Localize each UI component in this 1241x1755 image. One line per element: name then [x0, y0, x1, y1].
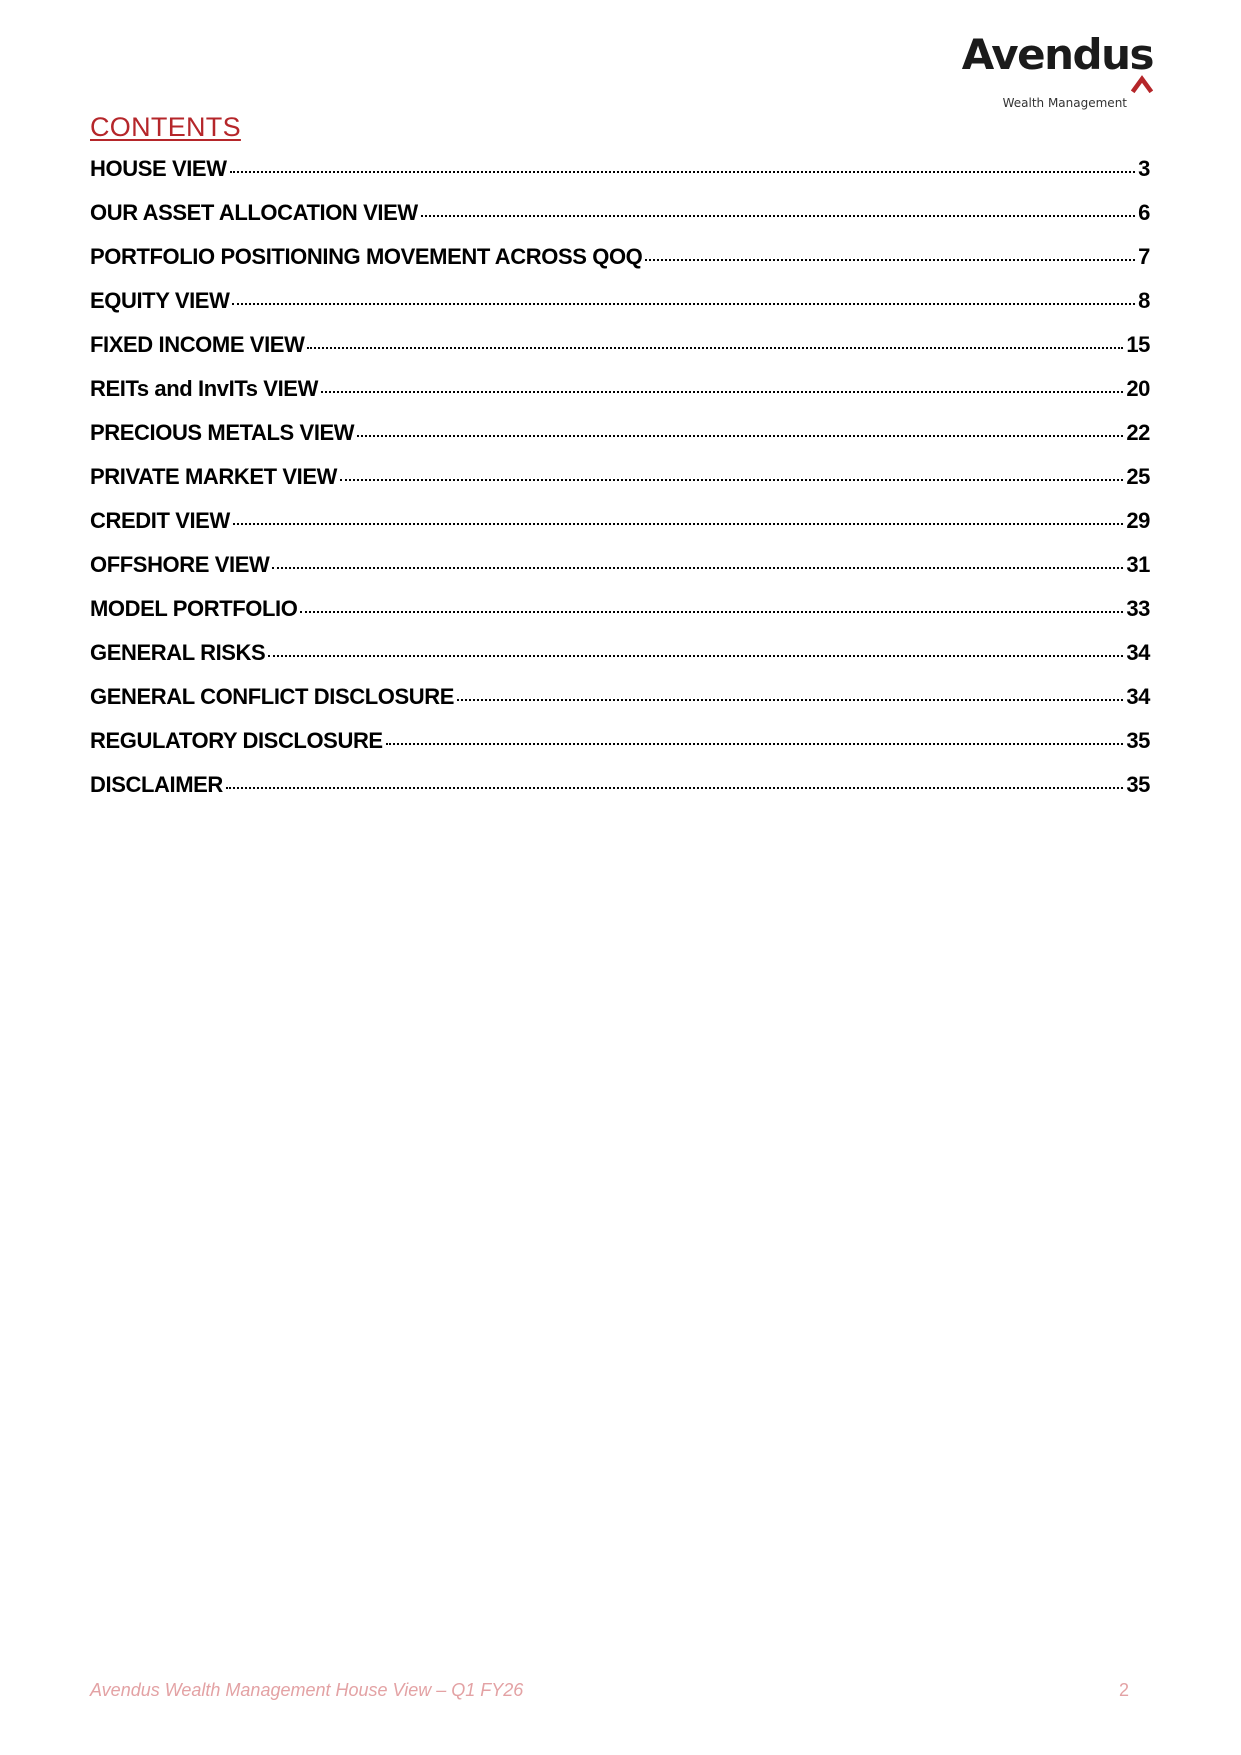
- toc-entry-page[interactable]: 15: [1126, 332, 1150, 357]
- toc-entry[interactable]: [90, 640, 1150, 684]
- toc-dot-leader: [645, 259, 1135, 261]
- toc-entry-page[interactable]: 34: [1126, 640, 1150, 665]
- toc-entry[interactable]: [90, 508, 1150, 552]
- toc-entry[interactable]: [90, 156, 1150, 200]
- toc-entry-page[interactable]: 25: [1126, 464, 1150, 489]
- toc-entry-page[interactable]: 31: [1126, 552, 1150, 577]
- toc-entry[interactable]: [90, 552, 1150, 596]
- toc-entry-title[interactable]: PRECIOUS METALS VIEW: [90, 420, 355, 445]
- toc-dot-leader: [226, 787, 1123, 789]
- toc-entry-title[interactable]: OUR ASSET ALLOCATION VIEW: [90, 200, 418, 225]
- toc-entry[interactable]: [90, 288, 1150, 332]
- avendus-logo: [953, 30, 1153, 110]
- toc-entry-title[interactable]: PRIVATE MARKET VIEW: [90, 464, 338, 489]
- toc-entry-page[interactable]: 34: [1126, 684, 1150, 709]
- table-of-contents: [90, 156, 1150, 816]
- toc-entry-title[interactable]: PORTFOLIO POSITIONING MOVEMENT ACROSS QOQ: [90, 244, 643, 269]
- toc-dot-leader: [233, 523, 1124, 525]
- toc-entry-page[interactable]: 20: [1126, 376, 1150, 401]
- toc-entry-page[interactable]: 35: [1126, 728, 1150, 753]
- toc-entry-title[interactable]: REITs and InvITs VIEW: [90, 376, 318, 401]
- toc-dot-leader: [340, 479, 1123, 481]
- toc-entry-title[interactable]: CREDIT VIEW: [90, 508, 230, 533]
- toc-entry[interactable]: [90, 244, 1150, 288]
- toc-entry-page[interactable]: 8: [1138, 288, 1150, 313]
- toc-dot-leader: [457, 699, 1123, 701]
- toc-entry-title[interactable]: HOUSE VIEW: [90, 156, 227, 181]
- toc-entry-title[interactable]: DISCLAIMER: [90, 772, 223, 797]
- toc-entry-title[interactable]: MODEL PORTFOLIO: [90, 596, 298, 621]
- toc-dot-leader: [268, 655, 1123, 657]
- toc-entry-page[interactable]: 33: [1126, 596, 1150, 621]
- toc-entry[interactable]: [90, 420, 1150, 464]
- toc-entry-page[interactable]: 6: [1138, 200, 1150, 225]
- toc-entry-title[interactable]: REGULATORY DISCLOSURE: [90, 728, 383, 753]
- toc-dot-leader: [232, 303, 1135, 305]
- toc-entry-page[interactable]: 7: [1138, 244, 1150, 269]
- toc-entry[interactable]: [90, 596, 1150, 640]
- caret-icon: [1131, 74, 1153, 96]
- toc-entry[interactable]: [90, 376, 1150, 420]
- toc-dot-leader: [230, 171, 1136, 173]
- toc-dot-leader: [386, 743, 1124, 745]
- toc-dot-leader: [321, 391, 1123, 393]
- toc-dot-leader: [307, 347, 1123, 349]
- toc-entry-title[interactable]: GENERAL RISKS: [90, 640, 266, 665]
- toc-entry[interactable]: [90, 464, 1150, 508]
- toc-dot-leader: [300, 611, 1123, 613]
- toc-entry-page[interactable]: 35: [1126, 772, 1150, 797]
- logo-wordmark: Avendus: [961, 30, 1153, 79]
- toc-entry-title[interactable]: GENERAL CONFLICT DISCLOSURE: [90, 684, 455, 709]
- toc-dot-leader: [357, 435, 1123, 437]
- toc-entry-page[interactable]: 3: [1138, 156, 1150, 181]
- toc-entry-title[interactable]: FIXED INCOME VIEW: [90, 332, 305, 357]
- toc-entry[interactable]: [90, 728, 1150, 772]
- toc-dot-leader: [272, 567, 1123, 569]
- footer-title: Avendus Wealth Management House View – Q1 FY26: [90, 1680, 524, 1700]
- toc-entry-title[interactable]: OFFSHORE VIEW: [90, 552, 270, 577]
- toc-entry-title[interactable]: EQUITY VIEW: [90, 288, 230, 313]
- toc-entry[interactable]: [90, 772, 1150, 816]
- toc-entry-page[interactable]: 22: [1126, 420, 1150, 445]
- toc-dot-leader: [421, 215, 1135, 217]
- toc-entry-page[interactable]: 29: [1126, 508, 1150, 533]
- footer-page-number: 2: [1118, 1680, 1129, 1700]
- toc-entry[interactable]: [90, 332, 1150, 376]
- contents-heading: CONTENTS: [90, 112, 241, 142]
- toc-entry[interactable]: [90, 684, 1150, 728]
- toc-entry[interactable]: [90, 200, 1150, 244]
- logo-tagline: Wealth Management: [1002, 96, 1127, 110]
